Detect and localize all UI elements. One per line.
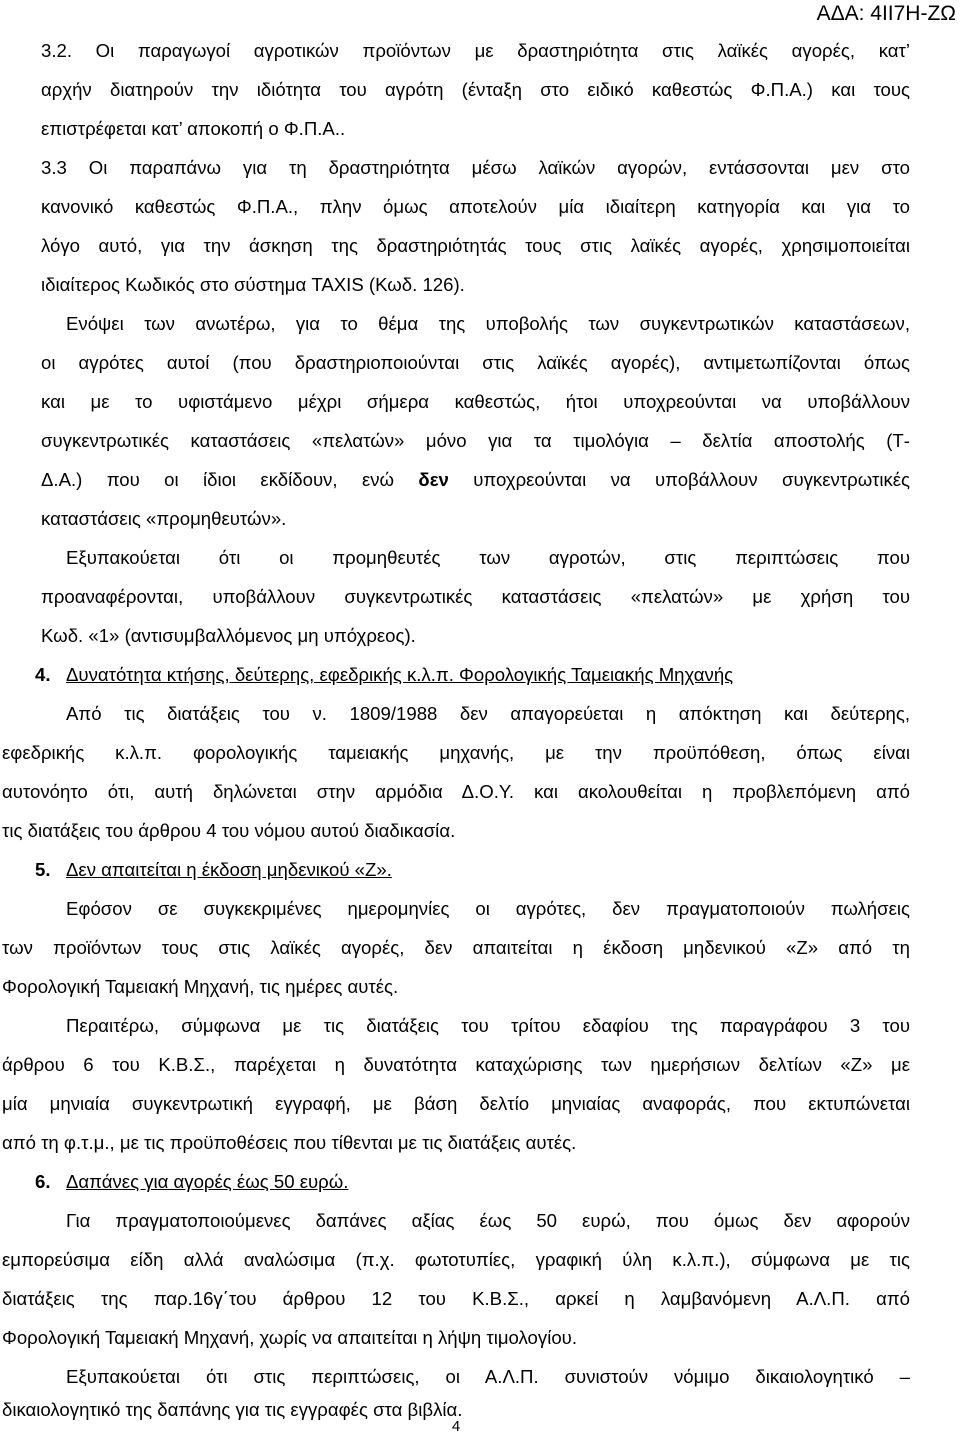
section-5-p2-line-1: Περαιτέρω, σύμφωνα με τις διατάξεις του τρίτου εδαφίου της παραγράφου 3 του <box>66 1015 910 1036</box>
para-exypakouetai-line-1: Εξυπακούεται ότι οι προμηθευτές των αγροτών, στις περιπτώσεις που <box>66 547 910 568</box>
para-enopsei-line-4: συγκεντρωτικές καταστάσεις «πελατών» μόνο για τα τιμολόγια – δελτία αποστολής (Τ- <box>41 430 910 451</box>
section-5-p1-line-2: των προϊόντων τους στις λαϊκές αγορές, δεν απαιτείται η έκδοση μηδενικού «Ζ» από τη <box>2 937 910 958</box>
para-exypakouetai-line-3: Κωδ. «1» (αντισυμβαλλόμενος μη υπόχρεος). <box>41 625 416 646</box>
para-enopsei-line-5-c: υποχρεούνται να υποβάλλουν συγκεντρωτικές <box>448 469 910 490</box>
section-6-p1-line-4: Φορολογική Ταμειακή Μηχανή, χωρίς να απαιτείται η λήψη τιμολογίου. <box>2 1327 578 1348</box>
section-5-p1-line-3: Φορολογική Ταμειακή Μηχανή, τις ημέρες αυτές. <box>2 976 399 997</box>
para-enopsei-line-5 <box>41 467 910 493</box>
para-enopsei-line-5-bold: δεν <box>418 469 449 490</box>
para-3-3-line-1: 3.3 Οι παραπάνω για τη δραστηριότητα μέσω λαϊκών αγορών, εντάσσονται μεν στο <box>41 157 910 178</box>
para-enopsei-line-2: οι αγρότες αυτοί (που δραστηριοποιούνται στις λαϊκές αγορές), αντιμετωπίζονται όπως <box>41 352 910 373</box>
section-5-p2-line-2: άρθρου 6 του Κ.Β.Σ., παρέχεται η δυνατότητα καταχώρισης των ημερήσιων δελτίων «Ζ» με <box>2 1054 910 1075</box>
para-3-3-line-3: λόγο αυτό, για την άσκηση της δραστηριότητάς τους στις λαϊκές αγορές, χρησιμοποιείται <box>41 235 910 256</box>
para-exypakouetai-line-2: προαναφέρονται, υποβάλλουν συγκεντρωτικές καταστάσεις «πελατών» με χρήση του <box>41 586 910 607</box>
ada-code: ΑΔΑ: 4ΙΙ7Η-ΖΩ <box>816 2 956 25</box>
section-6-p2-line-2: δικαιολογητικό της δαπάνης για τις εγγραφές στα βιβλία. <box>2 1399 463 1420</box>
section-4-line-4: τις διατάξεις του άρθρου 4 του νόμου αυτού διαδικασία. <box>2 820 456 841</box>
para-enopsei-line-5-a: Δ.Α.) που οι ίδιοι εκδίδουν, ενώ <box>41 469 419 490</box>
section-6-p1-line-1: Για πραγματοποιούμενες δαπάνες αξίας έως 50 ευρώ, που όμως δεν αφορούν <box>66 1210 910 1231</box>
section-5-title: Δεν απαιτείται η έκδοση μηδενικού «Ζ». <box>66 859 392 880</box>
para-3-3-line-4: ιδιαίτερος Κωδικός στο σύστημα TAXIS (Κωδ. 126). <box>41 274 465 295</box>
section-4-title: Δυνατότητα κτήσης, δεύτερης, εφεδρικής κ.λ.π. Φορολογικής Ταμειακής Μηχανής <box>66 664 734 685</box>
section-5-p2-line-3: μία μηνιαία συγκεντρωτική εγγραφή, με βάση δελτίο μηνιαίας αναφοράς, που εκτυπώνεται <box>2 1093 910 1114</box>
section-6-p1-line-3: διατάξεις της παρ.16γ΄του άρθρου 12 του Κ.Β.Σ., αρκεί η λαμβανόμενη Α.Λ.Π. από <box>2 1288 910 1309</box>
para-3-2-line-2: αρχήν διατηρούν την ιδιότητα του αγρότη (ένταξη στο ειδικό καθεστώς Φ.Π.Α.) και τους <box>41 79 910 100</box>
section-6-title: Δαπάνες για αγορές έως 50 ευρώ. <box>66 1171 349 1192</box>
para-enopsei-line-3: και με το υφιστάμενο μέχρι σήμερα καθεστώς, ήτοι υποχρεούνται να υποβάλλουν <box>41 391 910 412</box>
section-5-p1-line-1: Εφόσον σε συγκεκριμένες ημερομηνίες οι αγρότες, δεν πραγματοποιούν πωλήσεις <box>66 898 910 919</box>
para-3-2-line-3: επιστρέφεται κατ’ αποκοπή ο Φ.Π.Α.. <box>41 118 346 139</box>
para-3-3-line-2: κανονικό καθεστώς Φ.Π.Α., πλην όμως αποτελούν μία ιδιαίτερη κατηγορία και για το <box>41 196 910 217</box>
para-enopsei-line-6: καταστάσεις «προμηθευτών». <box>41 508 287 529</box>
section-5-number: 5. <box>35 859 51 880</box>
section-6-number: 6. <box>35 1171 51 1192</box>
page-number: 4 <box>451 1418 461 1435</box>
para-enopsei-line-1: Ενόψει των ανωτέρω, για το θέμα της υποβολής των συγκεντρωτικών καταστάσεων, <box>66 313 910 334</box>
section-4-line-2: εφεδρικής κ.λ.π. φορολογικής ταμειακής μηχανής, με την προϋπόθεση, όπως είναι <box>2 742 910 763</box>
section-4-number: 4. <box>35 664 51 685</box>
section-5-p2-line-4: από τη φ.τ.μ., με τις προϋποθέσεις που τίθενται με τις διατάξεις αυτές. <box>2 1132 577 1153</box>
section-4-line-3: αυτονόητο ότι, αυτή δηλώνεται στην αρμόδια Δ.Ο.Υ. και ακολουθείται η προβλεπόμενη από <box>2 781 910 802</box>
section-6-p1-line-2: εμπορεύσιμα είδη αλλά αναλώσιμα (π.χ. φωτοτυπίες, γραφική ύλη κ.λ.π.), σύμφωνα με τις <box>2 1249 910 1270</box>
section-6-p2-line-1: Εξυπακούεται ότι στις περιπτώσεις, οι Α.Λ.Π. συνιστούν νόμιμο δικαιολογητικό – <box>66 1366 910 1387</box>
para-3-2-line-1: 3.2. Οι παραγωγοί αγροτικών προϊόντων με δραστηριότητα στις λαϊκές αγορές, κατ’ <box>41 40 910 61</box>
section-4-line-1: Από τις διατάξεις του ν. 1809/1988 δεν απαγορεύεται η απόκτηση και δεύτερης, <box>66 703 910 724</box>
